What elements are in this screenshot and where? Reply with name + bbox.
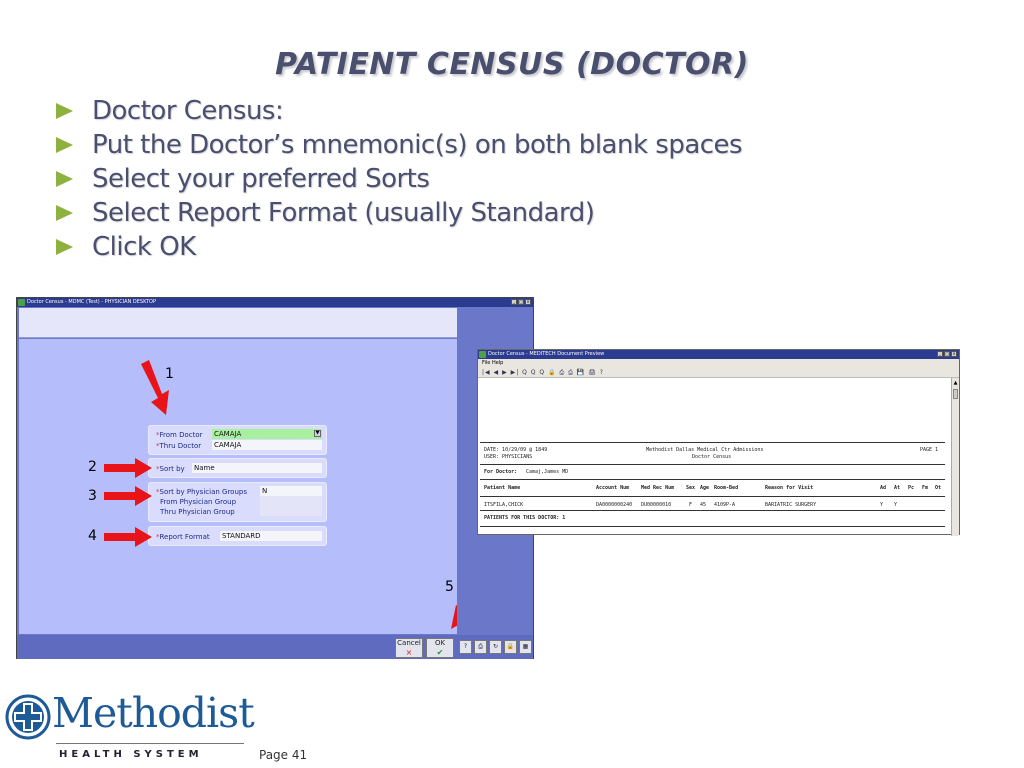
table-cell: DA0000000240 xyxy=(596,502,633,508)
col-header: Reason for Visit xyxy=(765,485,814,491)
report-page xyxy=(480,442,945,530)
callout-arrow-icon xyxy=(104,486,152,506)
required-marker: * xyxy=(156,488,160,496)
bullet-arrow-icon xyxy=(56,171,73,187)
lock-icon[interactable]: 🔒 xyxy=(504,640,517,654)
col-header: Sex xyxy=(686,485,696,491)
scroll-thumb[interactable] xyxy=(953,389,958,399)
report-user: USER: PHYSICIANS xyxy=(484,454,533,460)
bullet-text: Put the Doctor’s mnemonic(s) on both blank spaces xyxy=(92,130,743,160)
check-icon: ✔ xyxy=(436,648,444,657)
page-number: Page 41 xyxy=(259,748,308,762)
bullet-text: Click OK xyxy=(92,232,196,262)
required-marker: * xyxy=(156,533,160,541)
bullet-item xyxy=(56,196,742,230)
window-titlebar xyxy=(17,298,533,307)
table-cell: F xyxy=(689,502,693,508)
divider xyxy=(480,510,945,511)
required-marker: * xyxy=(156,431,160,439)
divider xyxy=(480,479,945,480)
report-format-field[interactable]: STANDARD xyxy=(220,531,322,541)
callout-arrow-icon xyxy=(104,458,152,478)
bullet-item xyxy=(56,128,742,162)
required-marker: * xyxy=(156,465,160,473)
bullet-item xyxy=(56,230,742,264)
bullet-text: Select your preferred Sorts xyxy=(92,164,430,194)
slide-title: PATIENT CENSUS (DOCTOR) xyxy=(275,47,749,82)
bullet-arrow-icon xyxy=(56,239,73,255)
table-cell: ITSFILA,CHICK xyxy=(484,502,524,508)
callout-arrow-icon xyxy=(141,360,169,415)
sort-groups-label: *Sort by Physician Groups xyxy=(156,488,247,496)
grid-icon[interactable]: ▦ xyxy=(519,640,532,654)
sort-groups-field[interactable]: N xyxy=(260,486,322,496)
divider xyxy=(480,464,945,465)
ok-button-label: OK xyxy=(434,639,446,647)
callout-number: 1 xyxy=(165,366,174,382)
cancel-x-icon: × xyxy=(405,648,413,657)
table-cell: BARIATRIC SURGERY xyxy=(765,502,817,508)
table-cell: Y xyxy=(880,502,884,508)
table-cell: 4109P-A xyxy=(714,502,736,508)
minimize-icon[interactable]: _ xyxy=(939,351,941,356)
thru-doctor-label: *Thru Doctor xyxy=(156,442,202,450)
table-cell: DU00000010 xyxy=(641,502,672,508)
window-controls xyxy=(511,299,531,305)
col-header: Age xyxy=(700,485,710,491)
scroll-up-icon[interactable]: ▲ xyxy=(953,380,958,386)
print-icon[interactable]: ⎙ xyxy=(474,640,487,654)
callout-number: 3 xyxy=(88,488,97,504)
window-footer xyxy=(17,635,533,659)
bullet-text: Doctor Census: xyxy=(92,96,284,126)
report-page-number: PAGE 1 xyxy=(920,447,939,453)
callout-arrow-icon xyxy=(104,527,152,547)
dropdown-arrow-icon[interactable]: ▼ xyxy=(315,430,320,436)
col-header: Room-Bed xyxy=(714,485,739,491)
minimize-icon[interactable]: _ xyxy=(513,299,515,304)
col-header: Med Rec Num xyxy=(641,485,675,491)
callout-arrow-icon xyxy=(451,580,457,629)
sort-by-label: *Sort by xyxy=(156,465,185,473)
required-marker: * xyxy=(156,442,160,450)
report-date: DATE: 10/29/09 @ 1849 xyxy=(484,447,548,453)
window-titlebar xyxy=(478,350,959,359)
col-header: Ot xyxy=(935,485,942,491)
bullet-arrow-icon xyxy=(56,137,73,153)
report-name: Doctor Census xyxy=(692,454,732,460)
col-header: At xyxy=(894,485,901,491)
maximize-icon[interactable]: □ xyxy=(945,351,949,356)
sort-by-field[interactable]: Name xyxy=(192,463,322,473)
logo-rule xyxy=(56,743,244,744)
help-icon[interactable]: ? xyxy=(459,640,472,654)
col-header: Account Num xyxy=(596,485,630,491)
app-icon xyxy=(18,299,25,306)
patient-total: PATIENTS FOR THIS DOCTOR: 1 xyxy=(484,515,566,521)
col-header: Fm xyxy=(922,485,929,491)
methodist-logo-icon xyxy=(5,694,51,740)
from-doctor-label: *From Doctor xyxy=(156,431,203,439)
table-cell: Y xyxy=(894,502,898,508)
col-header: Ad xyxy=(880,485,887,491)
divider xyxy=(480,526,945,527)
cancel-button[interactable] xyxy=(395,638,423,658)
from-group-label: From Physician Group xyxy=(160,498,237,506)
divider xyxy=(480,442,945,443)
report-org: Methodist Dallas Medical Ctr Admissions xyxy=(646,447,764,453)
window-title: Doctor Census - MDMC (Test) - PHYSICIAN DESKTOP xyxy=(27,299,156,305)
close-icon[interactable]: × xyxy=(952,351,956,356)
callout-arrows xyxy=(19,339,457,634)
app-icon xyxy=(479,351,486,358)
bullet-list xyxy=(56,94,742,264)
bullet-text: Select Report Format (usually Standard) xyxy=(92,198,595,228)
bullet-arrow-icon xyxy=(56,205,73,221)
bullet-item xyxy=(56,162,742,196)
menu-bar[interactable]: File Help xyxy=(478,359,959,367)
divider xyxy=(480,496,945,497)
form-panel xyxy=(19,339,457,634)
table-cell: 45 xyxy=(700,502,707,508)
cancel-button-label: Cancel xyxy=(397,639,421,647)
doctor-name: Camaj,James MD xyxy=(526,469,569,475)
report-format-label: *Report Format xyxy=(156,533,210,541)
bullet-arrow-icon xyxy=(56,103,73,119)
ok-button[interactable] xyxy=(426,638,454,658)
col-header: Pc xyxy=(908,485,915,491)
doctor-census-window xyxy=(16,297,534,659)
callout-number: 4 xyxy=(88,528,97,544)
thru-doctor-field[interactable]: CAMAJA xyxy=(212,440,322,450)
from-doctor-field[interactable]: CAMAJA xyxy=(212,429,322,439)
close-icon[interactable]: × xyxy=(526,299,530,304)
window-controls xyxy=(937,351,957,357)
maximize-icon[interactable]: □ xyxy=(519,299,523,304)
callout-number: 2 xyxy=(88,459,97,475)
window-title: Doctor Census - MEDITECH Document Preview xyxy=(488,351,605,357)
thru-group-label: Thru Physician Group xyxy=(160,508,235,516)
for-doctor-label: For Doctor: xyxy=(484,469,518,475)
logo-name: Methodist xyxy=(52,689,254,737)
toolbar[interactable]: |◀ ◀ ▶ ▶| Q Q Q 🔒 ⎙ ⎙ 💾 🖨 ? xyxy=(478,367,959,378)
logo-subtitle: HEALTH SYSTEM xyxy=(59,749,203,760)
bullet-item xyxy=(56,94,742,128)
window-header-panel xyxy=(19,308,457,338)
document-preview-window xyxy=(477,349,960,535)
vertical-scrollbar[interactable] xyxy=(951,378,959,536)
callout-number: 5 xyxy=(445,579,454,595)
col-header: Patient Name xyxy=(484,485,521,491)
refresh-icon[interactable]: ↻ xyxy=(489,640,502,654)
